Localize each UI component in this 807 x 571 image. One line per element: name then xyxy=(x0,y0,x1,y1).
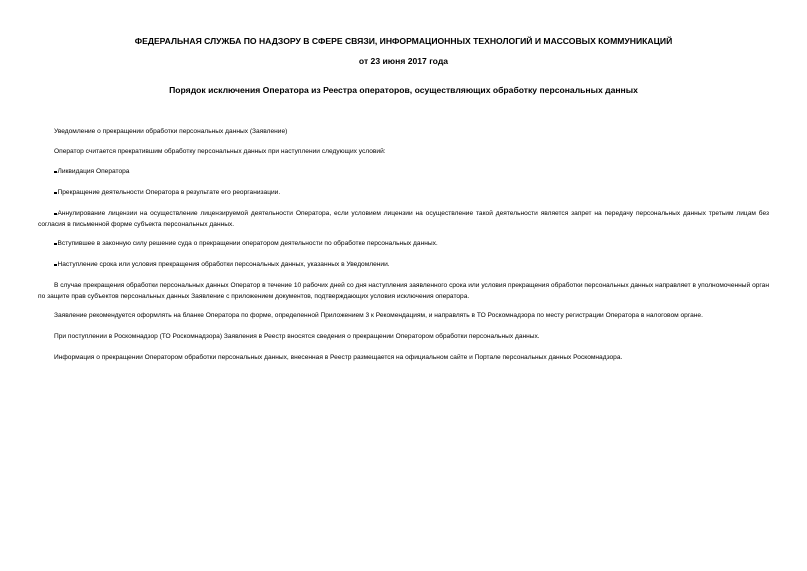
bullet-icon xyxy=(54,264,57,267)
list-item-text: Ликвидация Оператора xyxy=(57,168,130,175)
document-date: от 23 июня 2017 года xyxy=(358,56,449,66)
paragraph-text: При поступлении в Роскомнадзор (ТО Роскомнадзора) Заявления в Реестр вносятся сведения о прекращении Оператором обработки персональных данных. xyxy=(54,333,540,340)
paragraph-form-recommendation xyxy=(38,311,769,322)
list-item-text: Аннулирование лицензии на осуществление лицензируемой деятельности Оператора, если условием лицензии на осуществление такой деятельности является запрет на передачу персональных данных третьим лицам без согласия в письменной форме субъекта персональных данных. xyxy=(38,210,769,228)
paragraph-registry-update xyxy=(38,332,769,343)
list-item-text: Вступившее в законную силу решение суда о прекращении оператором деятельности по обработке персональных данных. xyxy=(57,240,438,247)
list-item xyxy=(38,209,769,230)
list-item xyxy=(38,188,769,199)
paragraph-text: Уведомление о прекращении обработки персональных данных (Заявление) xyxy=(54,128,288,135)
paragraph-publication xyxy=(38,353,769,364)
document-title: Порядок исключения Оператора из Реестра операторов, осуществляющих обработку персональных данных xyxy=(169,85,638,95)
bullet-icon xyxy=(54,243,57,246)
paragraph-notice xyxy=(38,127,769,138)
bullet-icon xyxy=(54,213,57,216)
agency-name: ФЕДЕРАЛЬНАЯ СЛУЖБА ПО НАДЗОРУ В СФЕРЕ СВЯЗИ, ИНФОРМАЦИОННЫХ ТЕХНОЛОГИЙ И МАССОВЫХ КОММУНИКАЦИЙ xyxy=(134,36,673,46)
bullet-icon xyxy=(54,171,57,174)
paragraph-text: Информация о прекращении Оператором обработки персональных данных, внесенная в Реестр размещается на официальном сайте и Портале персональных данных Роскомнадзора. xyxy=(54,354,623,361)
paragraph-text: В случае прекращения обработки персональных данных Оператор в течение 10 рабочих дней со дня наступления заявленного срока или условия прекращения обработки персональных данных направляет в уполномоченный орган по защите прав субъектов персональных данных Заявление с приложением документов, подтверждающих условия исключения оператора. xyxy=(38,282,769,300)
paragraph-text: Заявление рекомендуется оформлять на бланке Оператора по форме, определенной Приложением 3 к Рекомендациям, и направлять в ТО Роскомнадзора по месту регистрации Оператора в налоговом органе. xyxy=(54,312,703,319)
paragraph-conditions-intro xyxy=(38,147,769,158)
list-item xyxy=(38,260,769,271)
paragraph-text: Оператор считается прекратившим обработку персональных данных при наступлении следующих условий: xyxy=(54,148,386,155)
paragraph-procedure xyxy=(38,281,769,302)
list-item-text: Прекращение деятельности Оператора в результате его реорганизации. xyxy=(57,189,281,196)
list-item xyxy=(38,167,769,178)
bullet-icon xyxy=(54,192,57,195)
list-item xyxy=(38,239,769,250)
list-item-text: Наступление срока или условия прекращения обработки персональных данных, указанных в Уведомлении. xyxy=(57,261,390,268)
